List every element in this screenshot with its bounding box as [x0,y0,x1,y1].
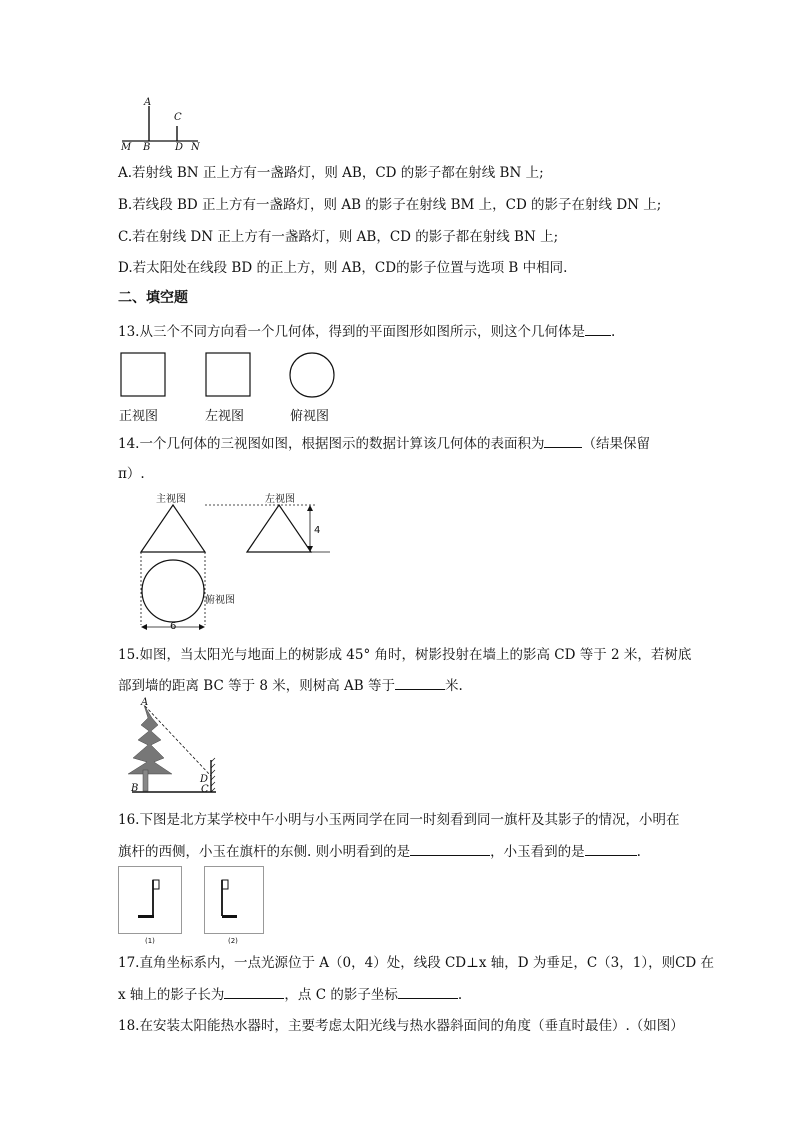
q13-label-front: 正视图 [119,409,159,424]
q12-option-d: D.若太阳处在线段 BD 的正上方，则 AB，CD的影子位置与选项 B 中相同. [118,260,568,276]
q13-figure [118,350,348,400]
q16-end: . [636,844,641,860]
q18-line1: 18.在安装太阳能热水器时，主要考虑太阳光线与热水器斜面间的角度（垂直时最佳）.（如图） [118,1018,684,1034]
q14-answer-blank[interactable] [544,434,582,448]
q14-label-left: 左视图 [265,494,295,505]
q16-line1: 16.下图是北方某学校中午小明与小玉两同学在同一时刻看到同一旗杆及其影子的情况，小明在 [118,812,680,828]
q17-answer-blank-2[interactable] [398,985,458,999]
q12-label-b: B [143,142,151,153]
q13-answer-blank[interactable] [585,322,611,336]
q12-label-a: A [144,97,152,108]
q12-label-c: C [174,112,182,123]
q16-question: 旗杆的西侧，小玉在旗杆的东侧. 则小明看到的是 [118,844,411,860]
q15-answer-blank[interactable] [395,676,445,690]
q15-line2 [118,676,463,696]
q14-diameter-value: 6 [170,621,177,632]
q15-unit: 米. [445,678,463,694]
q17-mid: ，点 C 的影子坐标 [284,987,398,1003]
q12-label-d: D [175,142,184,153]
q13-label-left: 左视图 [205,409,245,424]
q16-caption-1: (1) [145,937,155,945]
q15-label-c: C [201,784,209,795]
q16-picture-1 [118,866,182,934]
q17-line1: 17.直角坐标系内，一点光源位于 A（0，4）处，线段 CD⊥x 轴，D 为垂足，C（3，1），则CD 在 [118,955,715,971]
q13-text [118,322,615,342]
q12-label-m: M [121,142,132,153]
q13-end: . [610,324,616,340]
q14-label-main: 主视图 [156,494,186,505]
q15-line1: 15.如图，当太阳光与地面上的树影成 45° 角时，树影投射在墙上的影高 CD 等于 2 米，若树底 [118,647,692,663]
q14-height-value: 4 [314,525,321,536]
q14-line1 [118,434,650,454]
q16-picture-2 [204,866,264,934]
q16-caption-2: (2) [228,937,238,945]
q15-label-a: A [141,697,149,708]
q13-question: 13.从三个不同方向看一个几何体，得到的平面图形如图所示，则这个几何体是 [118,324,585,340]
q16-mid: ，小玉看到的是 [490,844,585,860]
q17-answer-blank-1[interactable] [224,985,284,999]
q15-label-b: B [131,783,139,794]
q12-label-n: N [191,142,200,153]
q12-option-b: B.若线段 BD 正上方有一盏路灯，则 AB 的影子在射线 BM 上，CD 的影子在射线 DN 上; [118,197,662,213]
q14-question: 14.一个几何体的三视图如图，根据图示的数据计算该几何体的表面积为 [118,436,545,452]
q14-label-top: 俯视图 [205,595,235,606]
q16-line2 [118,842,641,862]
q17-line2 [118,985,462,1005]
q16-answer-blank-1[interactable] [410,842,490,856]
tree-icon [128,705,172,774]
q15-question: 部到墙的距离 BC 等于 8 米，则树高 AB 等于 [118,678,396,694]
q15-label-d: D [200,774,209,785]
q17-question: x 轴上的影子长为 [118,987,225,1003]
q14-figure [130,495,340,635]
q17-end: . [457,987,463,1003]
q14-line2: π）. [118,466,145,482]
q12-option-c: C.若在射线 DN 正上方有一盏路灯，则 AB，CD 的影子都在射线 BN 上; [118,229,559,245]
section-title: 二、填空题 [118,290,188,306]
q14-note: （结果保留 [582,436,650,452]
q12-option-a: A.若射线 BN 正上方有一盏路灯，则 AB，CD 的影子都在射线 BN 上; [118,165,544,181]
q16-answer-blank-2[interactable] [585,842,637,856]
q13-label-top: 俯视图 [290,409,330,424]
